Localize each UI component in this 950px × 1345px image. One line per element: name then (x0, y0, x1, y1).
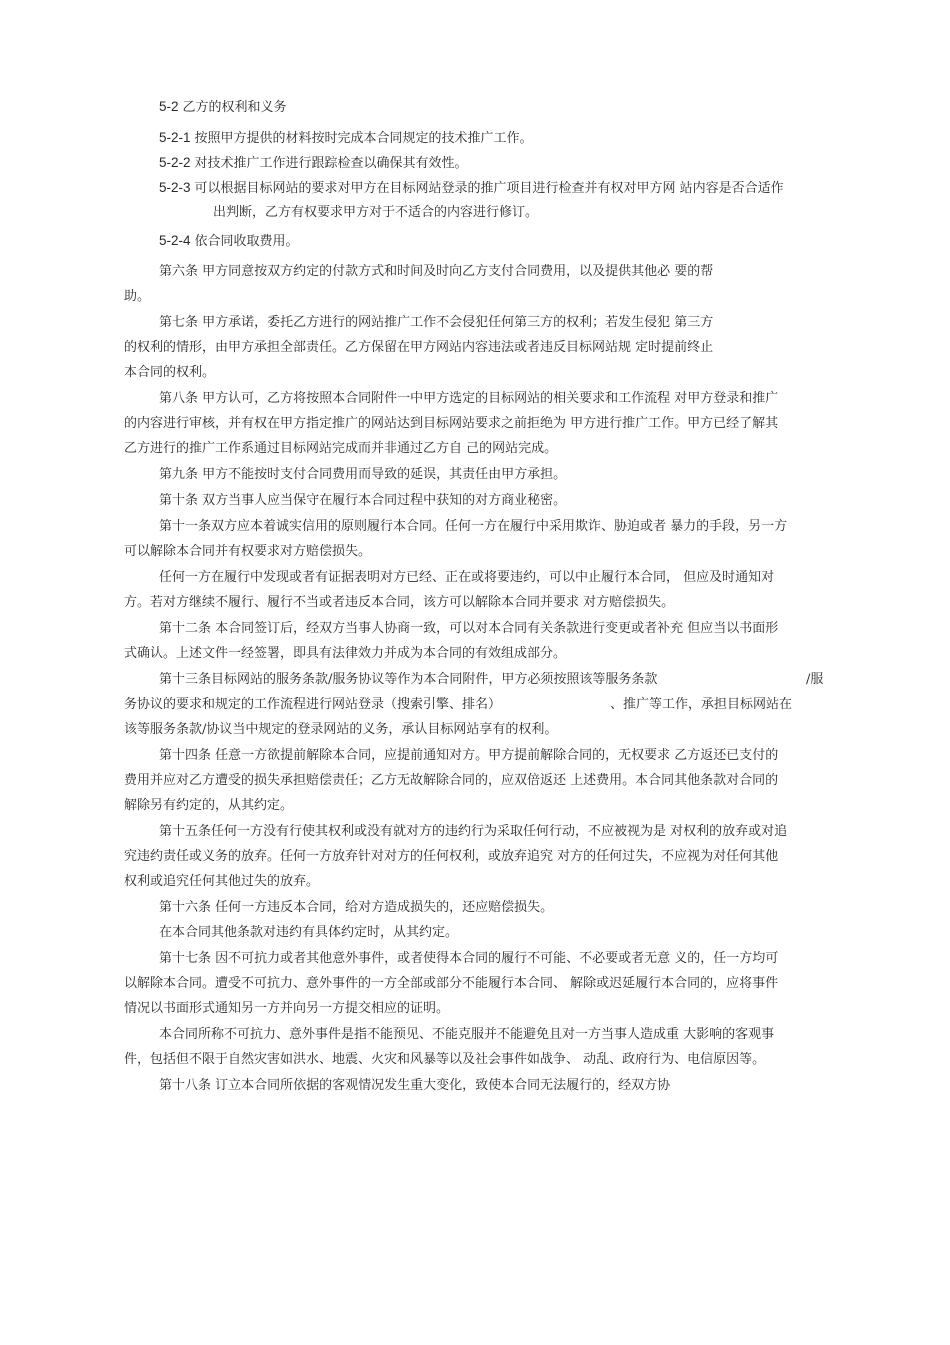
article-15-line-1: 第十五条任何一方没有行使其权利或没有就对方的违约行为采取任何行动，不应被视为是 对权利的放弃或对追 (159, 824, 788, 839)
article-17-line-3: 情况以书面形式通知另一方并向另一方提交相应的证明。 (124, 1001, 450, 1016)
article-6-line-2: 助。 (124, 289, 151, 304)
article-8-line-1: 第八条 甲方认可，乙方将按照本合同附件一中甲方选定的目标网站的相关要求和工作流程 对甲方登录和推广 (159, 391, 779, 406)
article-17b-line-1: 本合同所称不可抗力、意外事件是指不能预见、不能克服并不能避免且对一方当事人造成重 大影响的客观事 (159, 1027, 775, 1042)
section-5-2-heading: 5-2 乙方的权利和义务 (159, 99, 287, 115)
article-13-line-2: 务协议的要求和规定的工作流程进行网站登录（搜索引擎、排名） (124, 697, 502, 712)
article-13-line-3: 该等服务条款/协议当中规定的登录网站的义务，承认目标网站享有的权利。 (124, 722, 558, 737)
article-14-line-3: 解除另有约定的，从其约定。 (124, 798, 294, 813)
article-15-line-2: 究违约责任或义务的放弃。任何一方放弃针对对方的任何权利，或放弃追究 对方的任何过失，不应视为对任何其他 (124, 849, 779, 864)
article-6-line-1: 第六条 甲方同意按双方约定的付款方式和时间及时向乙方支付合同费用，以及提供其他必 要的帮 (159, 264, 714, 279)
article-8-line-2: 的内容进行审核，并有权在甲方指定推广的网站达到目标网站要求之前拒绝为 甲方进行推广工作。甲方已经了解其 (124, 416, 779, 431)
article-14-line-1: 第十四条 任意一方欲提前解除本合同，应提前通知对方。甲方提前解除合同的，无权要求 乙方返还已支付的 (159, 748, 779, 763)
clause-5-2-1: 5-2-1 按照甲方提供的材料按时完成本合同规定的技术推广工作。 (159, 130, 533, 146)
article-15-line-3: 权利或追究任何其他过失的放弃。 (124, 874, 320, 889)
article-9: 第九条 甲方不能按时支付合同费用而导致的延误，其责任由甲方承担。 (159, 467, 567, 482)
article-10: 第十条 双方当事人应当保守在履行本合同过程中获知的对方商业秘密。 (159, 493, 567, 508)
article-8-line-3: 乙方进行的推广工作系通过目标网站完成而并非通过乙方自 己的网站完成。 (124, 441, 558, 456)
article-17b-line-2: 件，包括但不限于自然灾害如洪水、地震、火灾和风暴等以及社会事件如战争、 动乱、政府行为、电信原因等。 (124, 1052, 766, 1067)
article-11-line-1: 第十一条双方应本着诚实信用的原则履行本合同。任何一方在履行中采用欺诈、胁迫或者 暴力的手段，另一方 (159, 519, 788, 534)
article-11b-line-2: 方。若对方继续不履行、履行不当或者违反本合同，该方可以解除本合同并要求 对方赔偿损失。 (124, 595, 675, 610)
article-7-line-3: 本合同的权利。 (124, 365, 216, 380)
article-11b-line-1: 任何一方在履行中发现或者有证据表明对方已经、正在或将要违约，可以中止履行本合同， 但应及时通知对 (159, 570, 775, 585)
article-12-line-2: 式确认。上述文件一经签署，即具有法律效力并成为本合同的有效组成部分。 (124, 646, 567, 661)
clause-5-2-4: 5-2-4 依合同收取费用。 (159, 233, 299, 249)
article-17-line-1: 第十七条 因不可抗力或者其他意外事件，或者使得本合同的履行不可能、不必要或者无意 义的，任一方均可 (159, 951, 779, 966)
article-13-line-1: 第十三条目标网站的服务条款/服务协议等作为本合同附件，甲方必须按照该等服务条款 (159, 672, 658, 687)
article-7-line-1: 第七条 甲方承诺，委托乙方进行的网站推广工作不会侵犯任何第三方的权利；若发生侵犯 第三方 (159, 315, 714, 330)
article-16-line-1: 第十六条 任何一方违反本合同，给对方造成损失的，还应赔偿损失。 (159, 900, 554, 915)
article-12-line-1: 第十二条 本合同签订后，经双方当事人协商一致，可以对本合同有关条款进行变更或者补充 但应当以书面形 (159, 621, 779, 636)
clause-5-2-2: 5-2-2 对技术推广工作进行跟踪检查以确保其有效性。 (159, 155, 468, 171)
clause-5-2-3: 5-2-3 可以根据目标网站的要求对甲方在目标网站登录的推广项目进行检查并有权对甲方网 站内容是否合适作 (159, 180, 784, 196)
article-18-line-1: 第十八条 订立本合同所依据的客观情况发生重大变化，致使本合同无法履行的，经双方协 (159, 1078, 671, 1093)
article-16-line-2: 在本合同其他条款对违约有具体约定时，从其约定。 (159, 925, 459, 940)
article-13-line-2-tail: 、推广等工作，承担目标网站在 (610, 697, 793, 712)
article-14-line-2: 费用并应对乙方遭受的损失承担赔偿责任；乙方无故解除合同的，应双倍返还 上述费用。本合同其他条款对合同的 (124, 773, 779, 788)
article-17-line-2: 以解除本合同。遭受不可抗力、意外事件的一方全部或部分不能履行本合同、 解除或迟延履行本合同的，应将事件 (124, 976, 779, 991)
article-7-line-2: 的权利的情形，由甲方承担全部责任。乙方保留在甲方网站内容违法或者违反目标网站规 定时提前终止 (124, 340, 714, 355)
clause-5-2-3-continuation: 出判断，乙方有权要求甲方对于不适合的内容进行修订。 (213, 205, 539, 220)
article-13-line-1-tail: /服 (806, 672, 824, 687)
article-11-line-2: 可以解除本合同并有权要求对方赔偿损失。 (124, 544, 372, 559)
